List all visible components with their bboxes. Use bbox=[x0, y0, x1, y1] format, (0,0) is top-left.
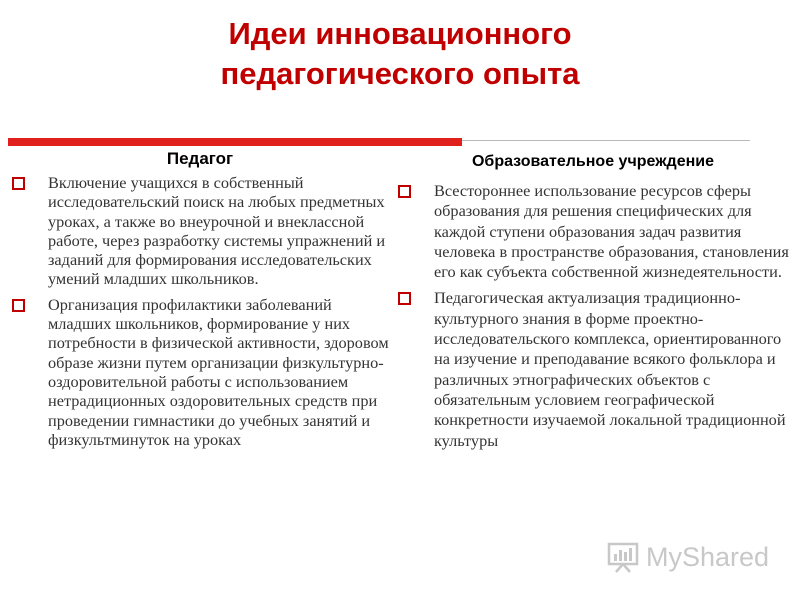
slide-title-line-1: Идеи инновационного bbox=[228, 16, 572, 51]
title-divider-red bbox=[8, 138, 462, 146]
myshared-watermark[interactable] bbox=[606, 537, 769, 577]
list-item bbox=[10, 295, 392, 449]
square-bullet-icon bbox=[12, 299, 25, 312]
bullet-text: Организация профилактики заболеваний младших школьников, формирование у них потребности в физической активности, здоровом образе жизни путем организации физкультурно-оздоровительной работы с использованием нетрадиционных оздоровительных средств при проведении гимнастики до учебных занятий и физкультминуток на уроках bbox=[48, 294, 389, 449]
left-column-heading: Педагог bbox=[166, 149, 234, 168]
slide-title-line-2: педагогического опыта bbox=[220, 56, 580, 91]
list-item bbox=[396, 181, 796, 282]
list-item bbox=[396, 288, 796, 450]
right-bullet-list bbox=[396, 181, 796, 457]
bullet-text: Педагогическая актуализация традиционно-культурного знания в форме проектно-исследовательского комплекса, ориентированного на изучение и преподавание всякого фольклора и различных этнографических объектов с обязательным условием географической конкретности изучаемой локальной традиционной культуры bbox=[434, 288, 786, 450]
title-divider-grey bbox=[462, 140, 750, 141]
bullet-text: Всестороннее использование ресурсов сферы образования для решения специфических для каждой ступени образования задач развития человека в пространстве образования, становления его как субъекта собственной жизнедеятельности. bbox=[434, 181, 789, 282]
list-item bbox=[10, 173, 392, 289]
slide-title bbox=[0, 14, 800, 94]
watermark-text: MyShared bbox=[646, 541, 770, 572]
left-bullet-list bbox=[10, 173, 392, 455]
presentation-board-icon bbox=[606, 540, 640, 574]
square-bullet-icon bbox=[398, 185, 411, 198]
right-column-heading: Образовательное учреждение bbox=[471, 153, 714, 170]
square-bullet-icon bbox=[12, 177, 25, 190]
bullet-text: Включение учащихся в собственный исследовательский поиск на любых предметных уроках, а также во внеурочной и внеклассной работе, через разработку системы упражнений и заданий для формирования исследовательских умений младших школьников. bbox=[48, 173, 386, 289]
square-bullet-icon bbox=[398, 292, 411, 305]
